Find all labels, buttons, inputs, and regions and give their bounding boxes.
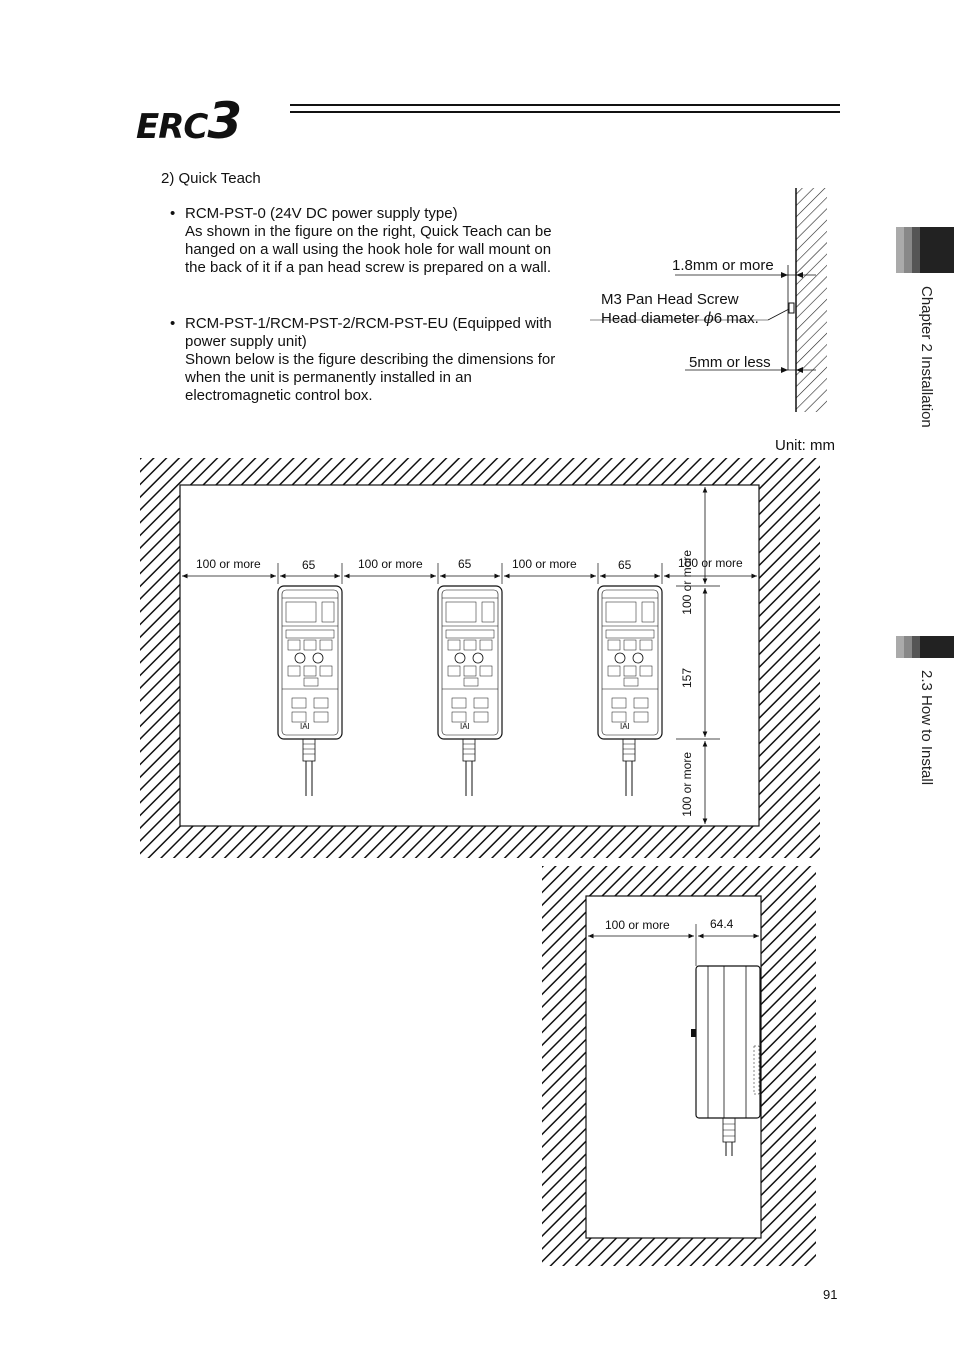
clearance-label: 1.8mm or more (672, 257, 774, 274)
width-label: 65 (302, 558, 316, 572)
bullet-2-line: when the unit is permanently installed in an (185, 369, 472, 386)
gap-label: 100 or more (512, 557, 577, 571)
bullet-1 (185, 205, 595, 277)
bullet-2-line: electromagnetic control box. (185, 387, 373, 404)
width-label: 65 (618, 558, 632, 572)
bullet-dot: • (170, 315, 176, 332)
height-label: 157 (680, 668, 694, 689)
protrusion-label: 5mm or less (689, 354, 771, 371)
side-view-figure (542, 866, 816, 1266)
bullet-1-line: the back of it if a pan head screw is prepared on a wall. (185, 259, 552, 276)
screw-label: M3 Pan Head Screw (601, 291, 739, 308)
depth-label: 64.4 (710, 917, 734, 931)
section-label: 2.3 How to Install (918, 670, 935, 786)
header-rule (290, 104, 840, 106)
gap-label: 100 or more (358, 557, 423, 571)
section-tab-marker (896, 636, 954, 658)
gap-label: 100 or more (678, 556, 743, 570)
top-clearance-label: 100 or more (680, 550, 694, 615)
pendant-brand: IAI (300, 722, 310, 731)
pendant-brand: IAI (620, 722, 630, 731)
bullet-1-line: As shown in the figure on the right, Quick Teach can be (185, 223, 552, 240)
bullet-1-line: hanged on a wall using the hook hole for wall mount on (185, 241, 552, 258)
page-number: 91 (823, 1287, 838, 1302)
chapter-label: Chapter 2 Installation (918, 286, 935, 428)
bullet-2-title: RCM-PST-1/RCM-PST-2/RCM-PST-EU (Equipped with (185, 315, 552, 332)
screw-diameter-label: Head diameter ϕ6 max. (601, 309, 759, 327)
section-heading: 2) Quick Teach (161, 170, 261, 187)
bullet-1-title: RCM-PST-0 (24V DC power supply type) (185, 205, 458, 222)
width-label: 65 (458, 557, 472, 571)
bullet-2-line: Shown below is the figure describing the dimensions for (185, 351, 556, 368)
gap-label: 100 or more (196, 557, 261, 571)
unit-label: Unit: mm (775, 437, 835, 454)
side-gap-label: 100 or more (605, 918, 670, 932)
pendant-brand: IAI (460, 722, 470, 731)
erc3-logo: ERC3 (136, 92, 242, 150)
bullet-dot: • (170, 205, 176, 222)
chapter-tab-marker (896, 227, 954, 273)
bullet-2-title: power supply unit) (185, 333, 307, 350)
bottom-clearance-label: 100 or more (680, 752, 694, 817)
header-rule (290, 111, 840, 113)
front-view-figure (140, 458, 820, 858)
bullet-2 (185, 315, 595, 405)
